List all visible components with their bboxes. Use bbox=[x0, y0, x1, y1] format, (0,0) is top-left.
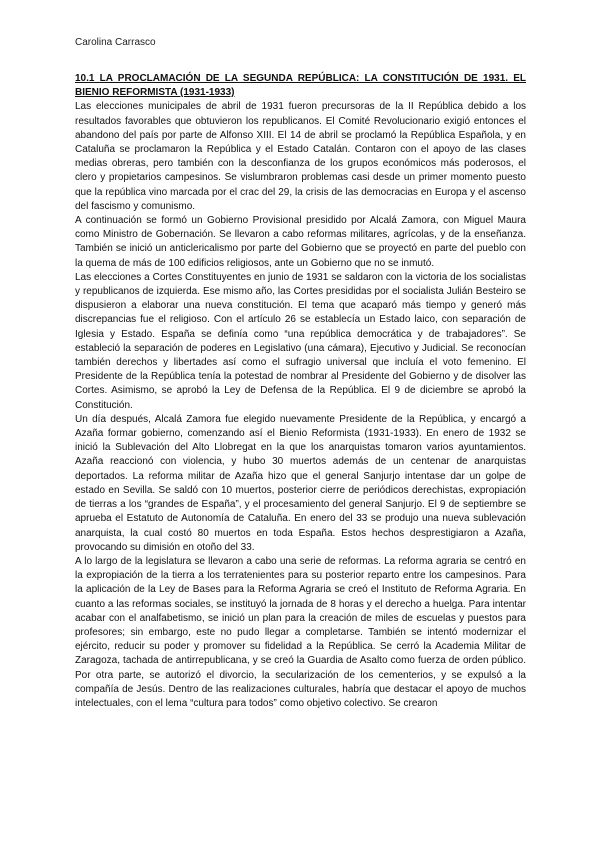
section-title: LA PROCLAMACIÓN DE LA SEGUNDA REPÚBLICA: LA CONSTITUCIÓN DE 1931. EL BIENIO REFORMISTA (1931-1933) bbox=[75, 73, 526, 99]
paragraph: Las elecciones municipales de abril de 1931 fueron precursoras de la II República debido a los resultados favorables que obtuvieron los republicanos. El Comité Revolucionario exigió entonces el abandono del país por parte de Alfonso XIII. El 14 de abril se proclamó la República Española, y en Cataluña se proclamaron la República y el Estado Catalán. Contaron con el apoyo de las clases medias obreras, pero también con la desconfianza de los grupos económicos más poderosos, el clero y propietarios campesinos. Se vislumbraron problemas casi desde un primer momento puesto que la república vino marcada por el crac del 29, la crisis de las democracias en Europa y el ascenso del fascismo y comunismo. bbox=[75, 101, 526, 212]
paragraph: Las elecciones a Cortes Constituyentes en junio de 1931 se saldaron con la victoria de los socialistas y republicanos de izquierda. Ese mismo año, las Cortes presididas por el socialista Julián Besteiro se dispusieron a elaborar una nueva constitución. El tema que acaparó más tiempo y generó más discrepancias fue el religioso. Con el artículo 26 se establecía un Estado laico, con separación de Iglesia y Estado. España se definía como “una república democrática y de trabajadores”. Se estableció la separación de poderes en Legislativo (una cámara), Ejecutivo y Judicial. Se reconocían también derechos y libertades así como el sufragio universal que incluía el voto femenino. El Presidente de la República tenía la potestad de nombrar al Presidente del Gobierno y de disolver las Cortes. Asimismo, se aprobó la Ley de Defensa de la República. El 9 de diciembre se aprobó la Constitución. bbox=[75, 271, 526, 411]
section-heading bbox=[75, 72, 526, 100]
document-body bbox=[75, 72, 526, 711]
paragraph: A continuación se formó un Gobierno Provisional presidido por Alcalá Zamora, con Miguel Maura como Ministro de Gobernación. Se llevaron a cabo reformas militares, agrícolas, y de la enseñanza. También se inició un anticlericalismo por parte del Gobierno que se proyectó en parte del pueblo con la quema de más de 100 edificios religiosos, ante un Gobierno que no se inmutó. bbox=[75, 215, 526, 269]
author-name: Carolina Carrasco bbox=[75, 37, 156, 48]
section-number: 10.1 bbox=[75, 73, 95, 84]
paragraph: A lo largo de la legislatura se llevaron a cabo una serie de reformas. La reforma agraria se centró en la expropiación de la tierra a los terratenientes para su posterior reparto entre los campesinos. Para la aplicación de la Ley de Bases para la Reforma Agraria se creó el Instituto de Reforma Agraria. En cuanto a las reformas sociales, se instituyó la jornada de 8 horas y el derecho a huelga. Para intentar acabar con el analfabetismo, se inició un plan para la creación de miles de escuelas y puestos para profesores; sin embargo, este no pudo llegar a completarse. También se intentó modernizar el ejército, reducir su poder y promover su fidelidad a la República. Se cerró la Academia Militar de Zaragoza, tachada de antirrepublicana, y se creó la Guardia de Asalto como fuerza de orden público. Por otra parte, se autorizó el divorcio, la secularización de los cementerios, y se expulsó a la compañía de Jesús. Dentro de las realizaciones culturales, habría que destacar el apoyo de muchos intelectuales, con el lema “cultura para todos” como objetivo colectivo. Se crearon bbox=[75, 555, 526, 709]
paragraph: Un día después, Alcalá Zamora fue elegido nuevamente Presidente de la República, y encargó a Azaña formar gobierno, comenzando así el Bienio Reformista (1931-1933). En enero de 1932 se inició la Sublevación del Alto Llobregat en la que los anarquistas tomaron varios ayuntamientos. Azaña reaccionó con violencia, y hubo 30 muertos además de un centenar de anarquistas deportados. La reforma militar de Azaña hizo que el general Sanjurjo intentase dar un golpe de estado en Sevilla. Se saldó con 10 muertos, posterior cierre de periódicos derechistas, expropiación de tierras a los “grandes de España”, y el procesamiento del general Sanjurjo. El 9 de septiembre se aprueba el Estatuto de Autonomía de Cataluña. En enero del 33 se produjo una nueva sublevación anarquista, la cual costó 80 muertos en toda España. Estos hechos desprestigiaron a Azaña, provocando su dimisión en otoño del 33. bbox=[75, 413, 526, 553]
